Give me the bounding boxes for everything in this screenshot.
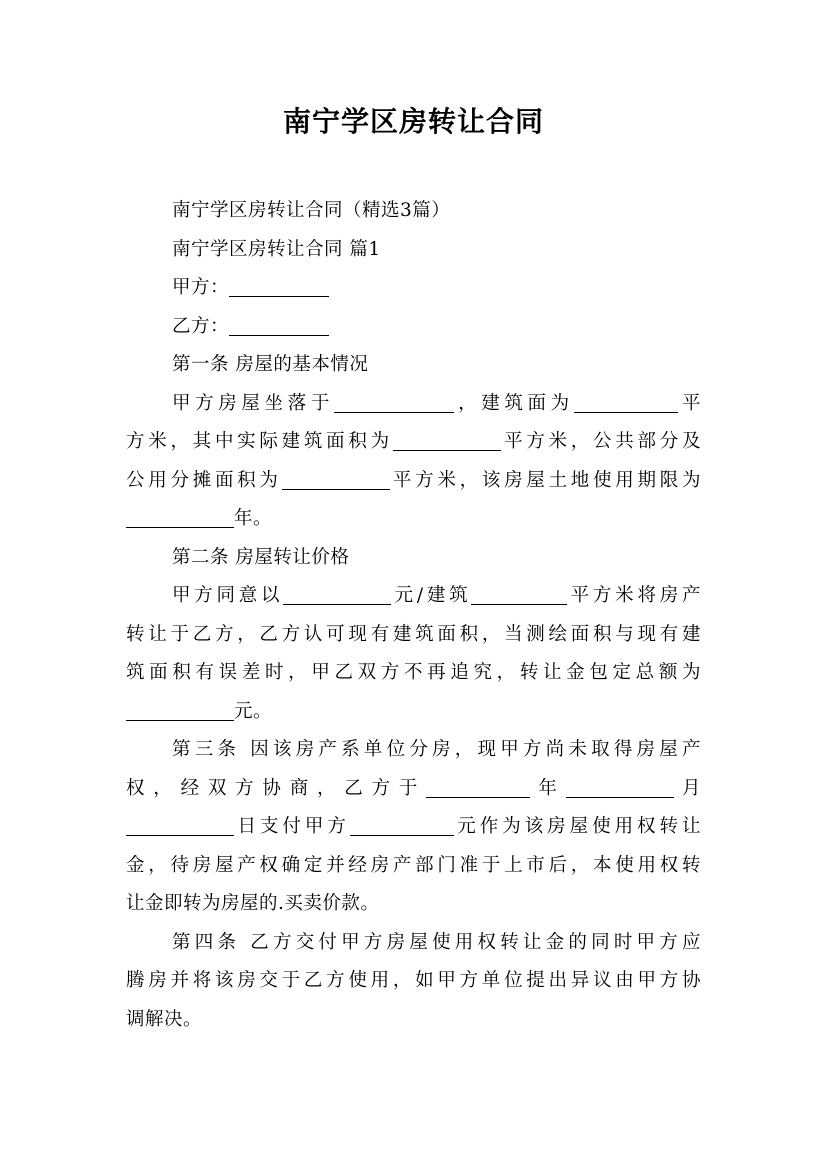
blank-field xyxy=(471,582,567,605)
text-segment: 平方米将房产 xyxy=(567,585,701,606)
text-line xyxy=(126,500,701,539)
text-line xyxy=(126,423,701,462)
blank-field xyxy=(126,698,234,721)
text-line: 让金即转为房屋的.买卖价款。 xyxy=(126,893,380,914)
text-segment: 元作为该房屋使用权转让 xyxy=(453,816,701,837)
text-line: 调解决。 xyxy=(126,1008,203,1030)
text-segment: 权，经双方协商，乙方于 xyxy=(126,777,427,799)
text-line xyxy=(126,808,701,847)
blank-field xyxy=(350,813,454,836)
text-segment: 元。 xyxy=(234,700,273,722)
blank-field xyxy=(126,505,234,528)
text-line: 金，待房屋产权确定并经房产部门准于上市后，本使用权转 xyxy=(126,854,701,876)
text-segment: 公用分摊面积为 xyxy=(126,469,282,491)
blank-field xyxy=(229,274,329,297)
text-line: 转让于乙方，乙方认可现有建筑面积，当测绘面积与现有建 xyxy=(126,623,701,645)
text-segment: 年。 xyxy=(234,508,273,529)
text-segment: 年 xyxy=(530,777,566,799)
text-line xyxy=(126,770,701,809)
paragraph-heading: 南宁学区房转让合同（精选3篇） xyxy=(172,200,451,221)
party-a-line xyxy=(126,269,701,308)
text-segment: 平 xyxy=(677,392,701,414)
blank-field xyxy=(574,390,678,413)
party-a-label: 甲方： xyxy=(172,277,230,298)
text-segment: 月 xyxy=(673,777,701,799)
document-body xyxy=(126,192,701,1039)
blank-field xyxy=(126,813,234,836)
text-line xyxy=(126,462,701,501)
article-3-line: 第三条 因该房产系单位分房，现甲方尚未取得房屋产 xyxy=(172,739,701,760)
blank-field xyxy=(334,390,454,413)
text-line xyxy=(126,693,701,732)
text-line xyxy=(126,577,701,616)
text-segment: 元/建筑 xyxy=(391,585,472,606)
text-line xyxy=(126,385,701,424)
blank-field xyxy=(229,313,329,336)
blank-field xyxy=(566,775,674,798)
text-segment: 平方米，该房屋土地使用期限为 xyxy=(389,469,701,491)
text-segment: 日支付甲方 xyxy=(234,816,350,837)
document-title: 南宁学区房转让合同 xyxy=(282,105,544,138)
article-1-heading: 第一条 房屋的基本情况 xyxy=(172,354,369,375)
blank-field xyxy=(283,582,391,605)
section-heading: 南宁学区房转让合同 篇1 xyxy=(172,238,381,260)
text-segment: 方米，其中实际建筑面积为 xyxy=(126,431,393,452)
blank-field xyxy=(282,467,390,490)
blank-field xyxy=(426,775,530,798)
text-segment: 甲方同意以 xyxy=(172,585,284,606)
article-4-line: 第四条 乙方交付甲方房屋使用权转让金的同时甲方应 xyxy=(172,931,701,953)
text-segment: ，建筑面为 xyxy=(453,392,574,414)
text-line: 腾房并将该房交于乙方使用，如甲方单位提出异议由甲方协 xyxy=(126,970,701,991)
text-line: 筑面积有误差时，甲乙双方不再追究，转让金包定总额为 xyxy=(126,662,701,683)
blank-field xyxy=(393,428,501,451)
text-segment: 平方米，公共部分及 xyxy=(500,431,701,452)
article-2-heading: 第二条 房屋转让价格 xyxy=(172,546,350,568)
party-b-label: 乙方： xyxy=(172,315,230,337)
party-b-line xyxy=(126,308,701,347)
text-segment: 甲方房屋坐落于 xyxy=(172,392,334,414)
